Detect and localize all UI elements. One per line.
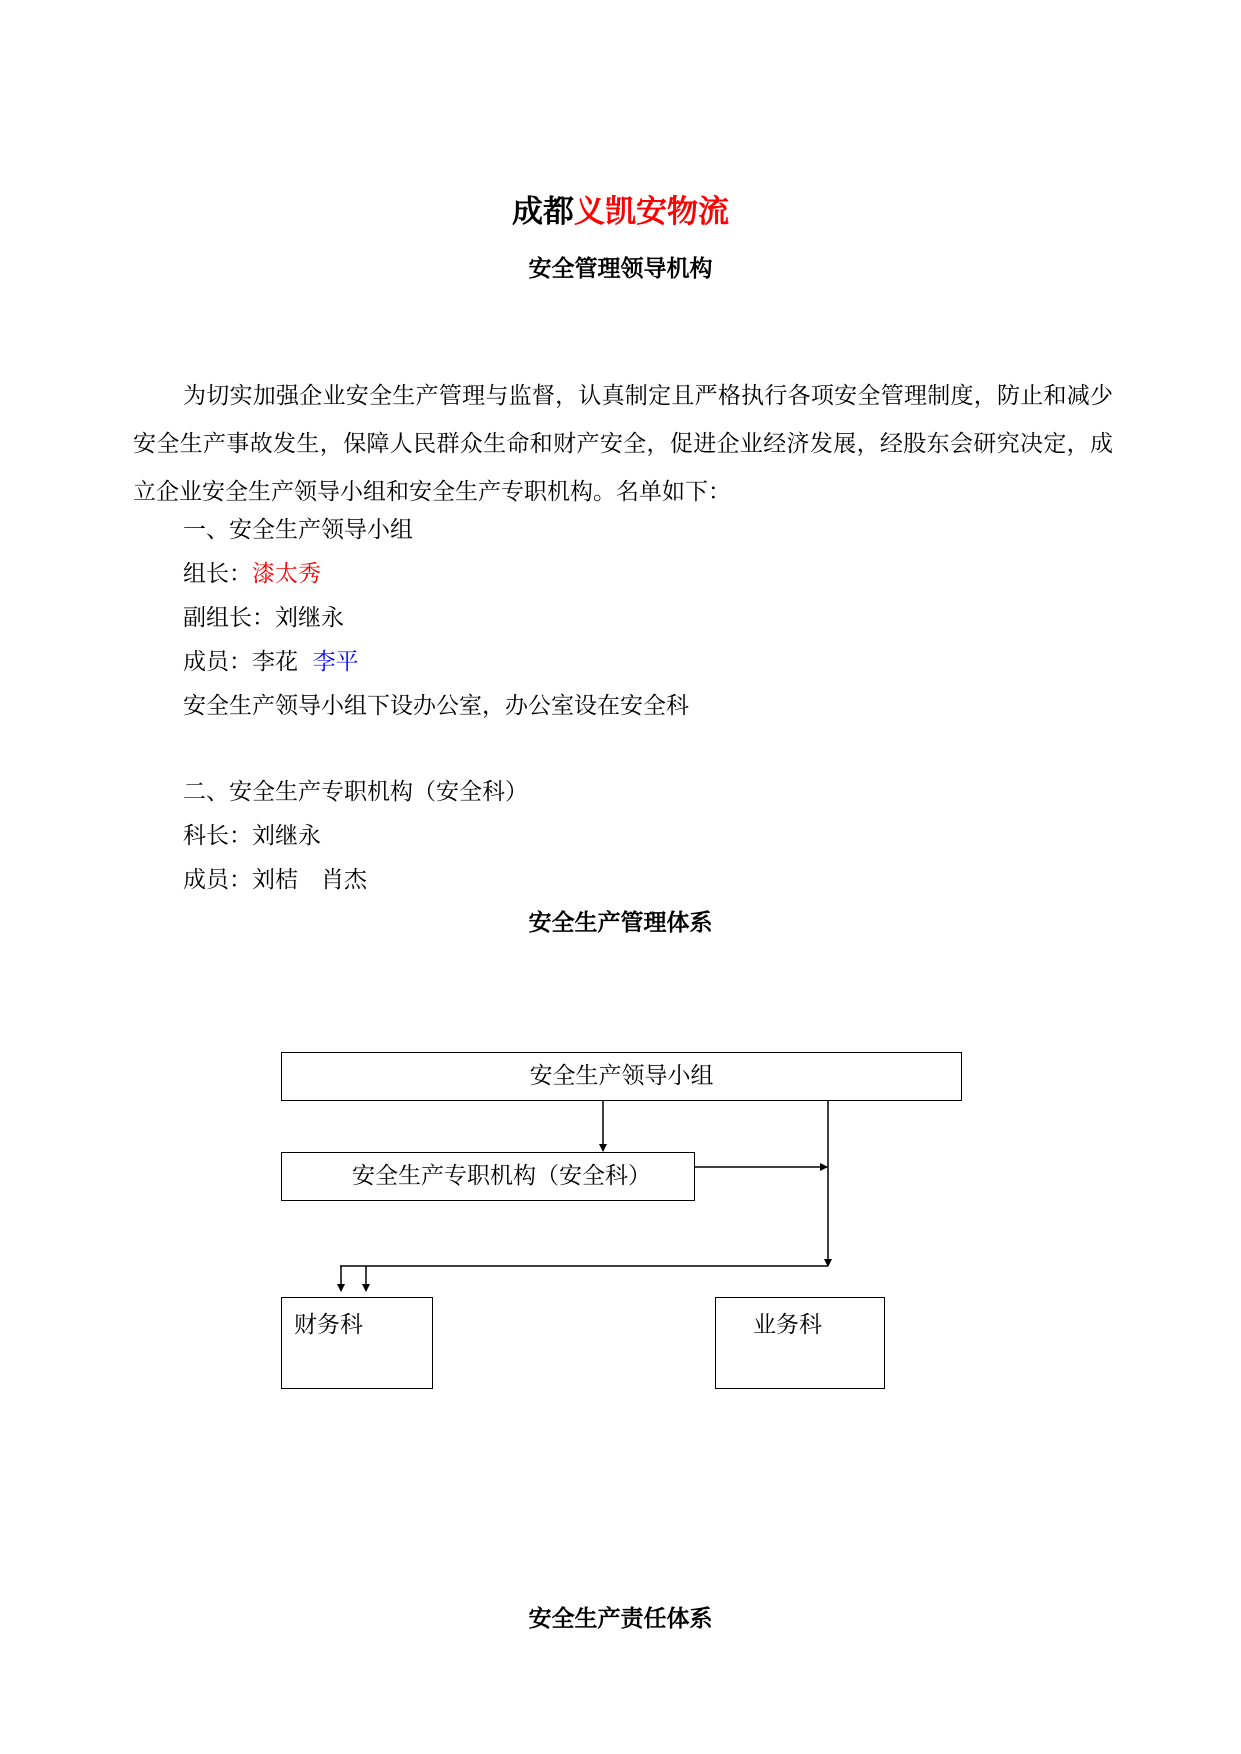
business-dept-label: 业务科 (753, 1312, 822, 1338)
title-part-red: 义凯安物流 (574, 194, 729, 230)
member-blue-name: 李平 (312, 649, 359, 675)
finance-dept-label: 财务科 (294, 1312, 363, 1338)
leadership-group-label: 安全生产领导小组 (529, 1063, 714, 1089)
section2-title: 二、安全生产专职机构（安全科） (183, 779, 528, 805)
section1-title: 一、安全生产领导小组 (183, 517, 413, 543)
safety-dept-label: 安全生产专职机构（安全科） (352, 1163, 651, 1189)
chief-line: 科长：刘继永 (183, 823, 321, 849)
members-label: 成员：李花 (183, 649, 298, 675)
office-line: 安全生产领导小组下设办公室，办公室设在安全科 (183, 693, 689, 719)
title-part-black: 成都 (512, 194, 574, 230)
intro-paragraph: 为切实加强企业安全生产管理与监督，认真制定且严格执行各项安全管理制度，防止和减少安全生产事故发生，保障人民群众生命和财产安全，促进企业经济发展，经股东会研究决定，成立企业安全生产领导小组和安全生产专职机构。名单如下： (133, 383, 1113, 505)
leader-label: 组长： (183, 561, 252, 587)
deputy-line: 副组长：刘继永 (183, 605, 344, 631)
diagram-title: 安全生产管理体系 (528, 910, 713, 936)
section-heading-responsibility: 安全生产责任体系 (528, 1606, 713, 1632)
leader-name: 漆太秀 (252, 561, 321, 587)
section2-members-line: 成员：刘桔 肖杰 (183, 867, 367, 893)
section-heading-management: 安全管理领导机构 (528, 256, 713, 282)
